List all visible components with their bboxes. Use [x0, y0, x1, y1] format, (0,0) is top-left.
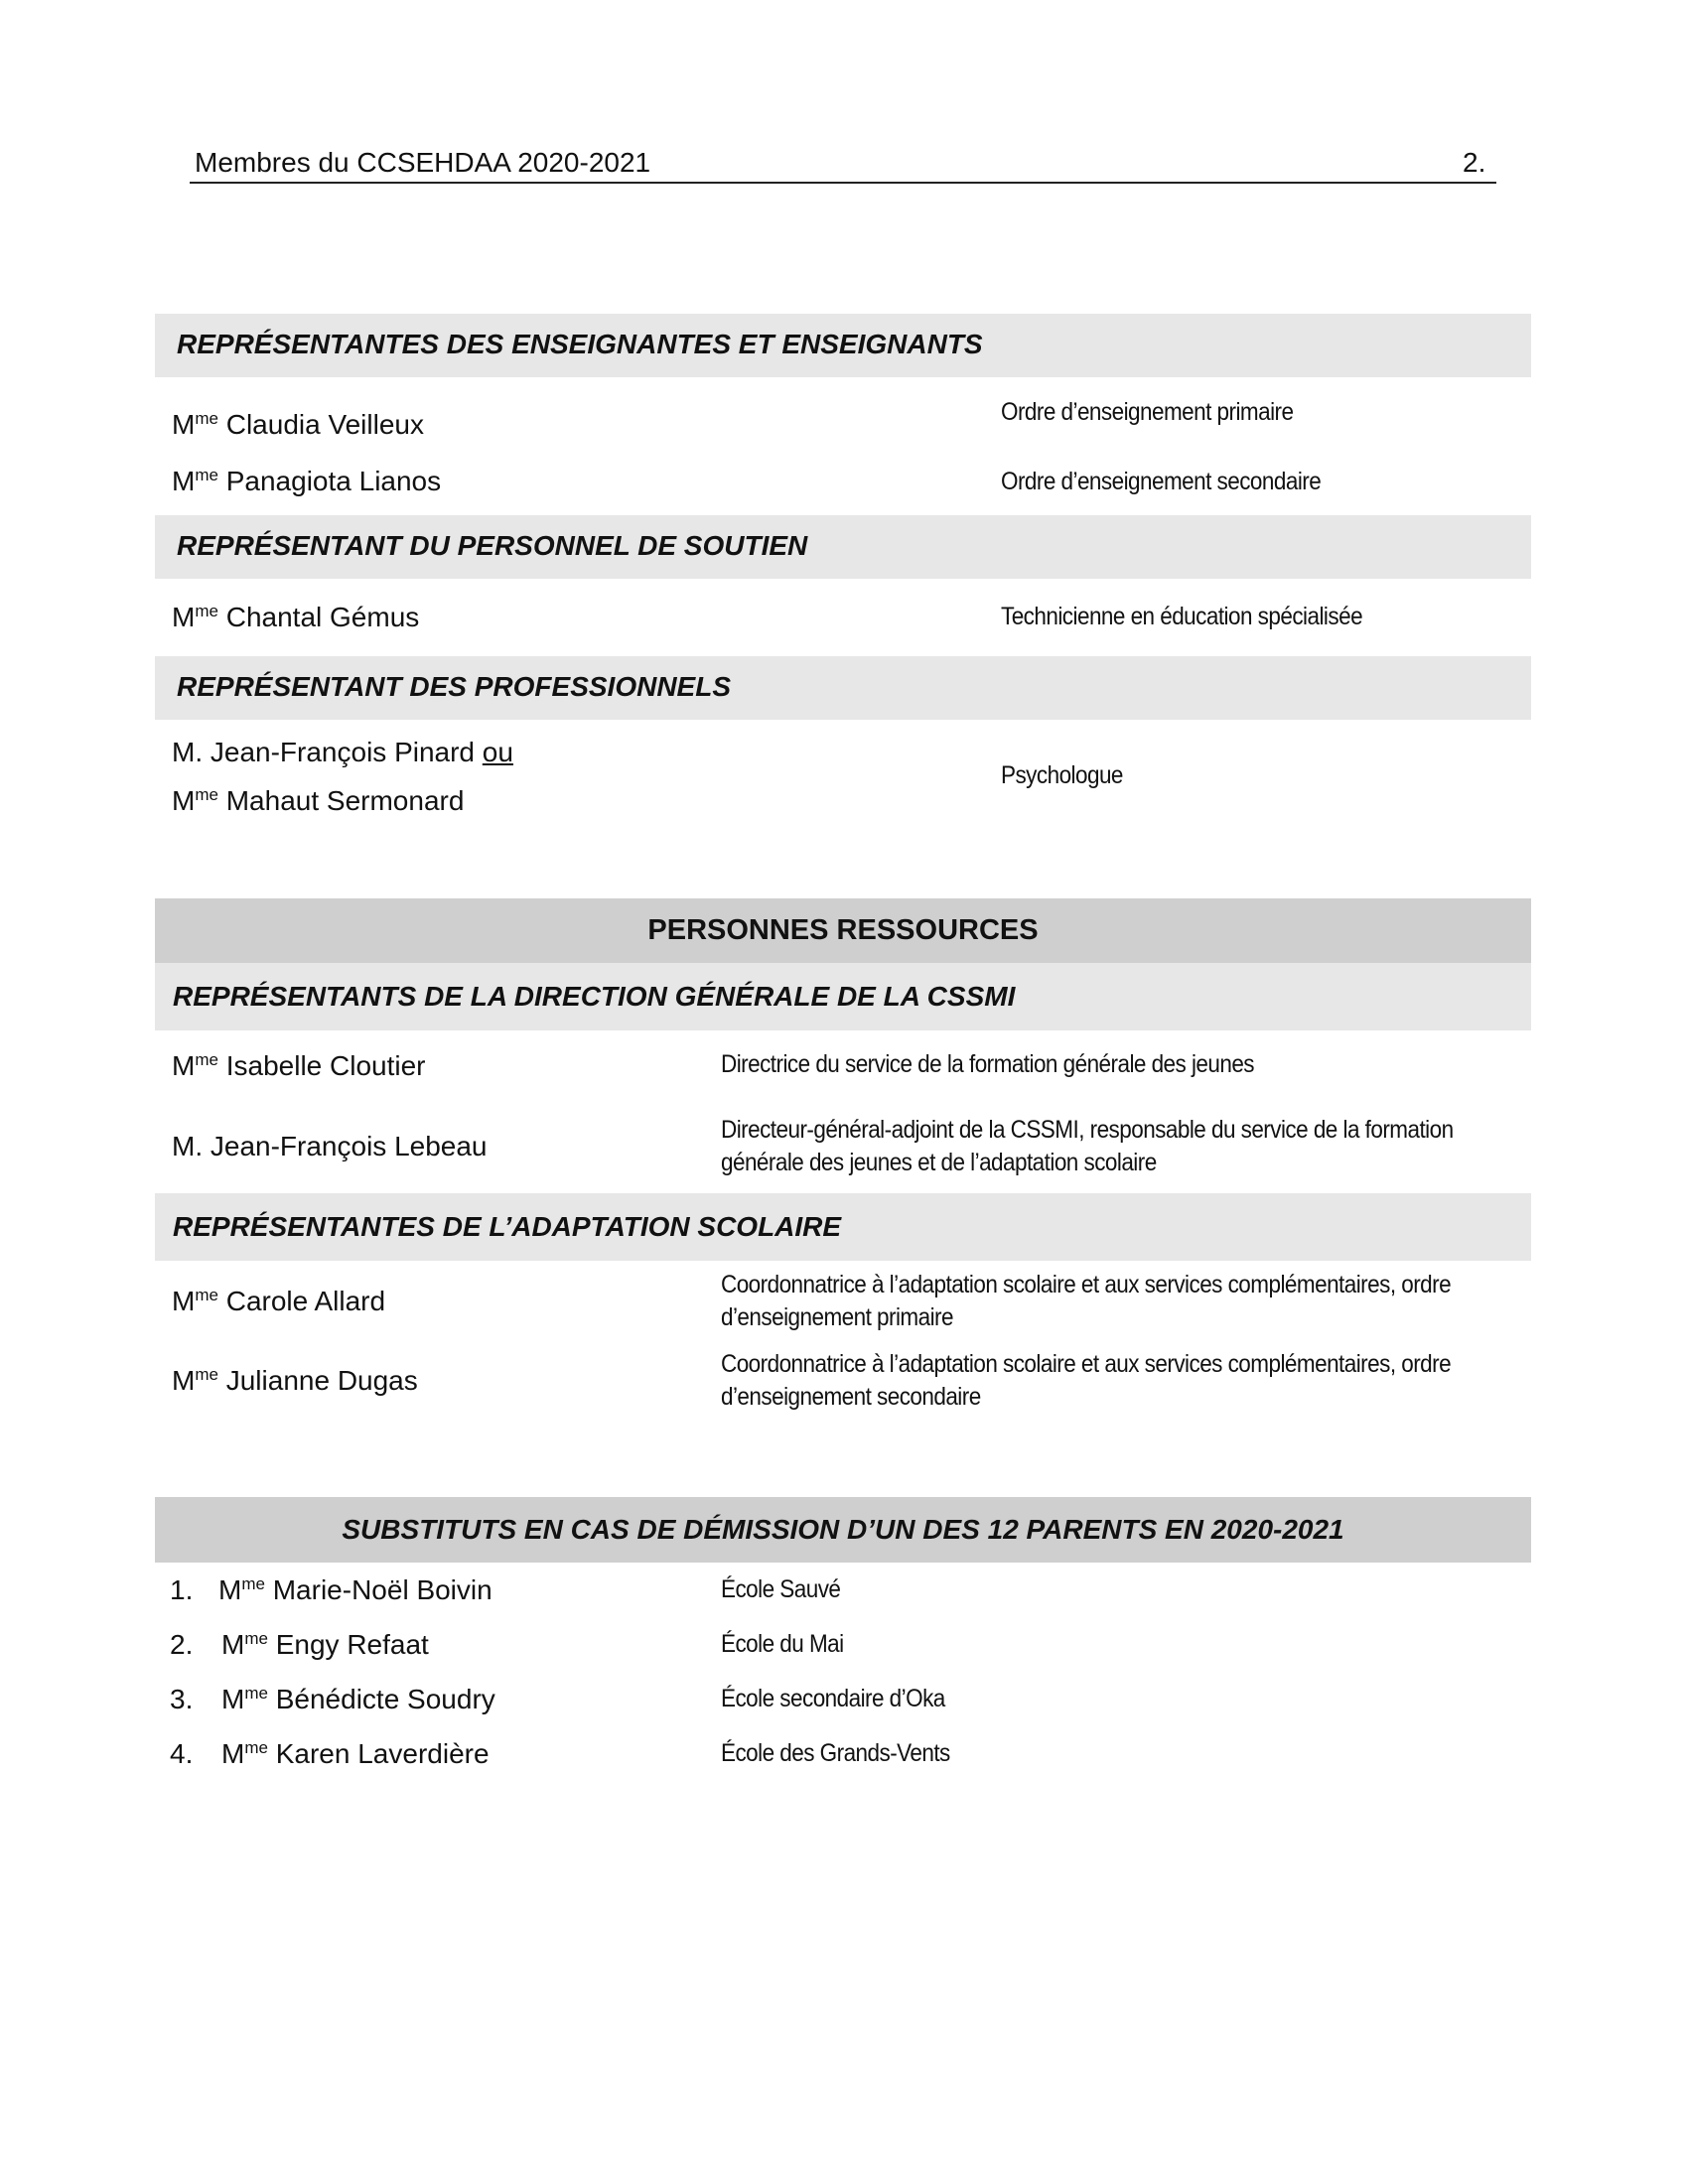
member-name: $M^{me}$ Panagiota Lianos [172, 466, 442, 496]
member-role-line: Coordonnatrice à l’adaptation scolaire et aux services complémentaires, ordre [721, 1350, 1452, 1378]
member-role: Ordre d’enseignement primaire [1001, 398, 1294, 426]
substitute-school: École des Grands-Vents [721, 1739, 950, 1767]
substitute-name: $M^{me}$ Karen Laverdière [221, 1738, 490, 1769]
substitute-school: École secondaire d’Oka [721, 1685, 945, 1712]
member-role: Psychologue [1001, 761, 1123, 789]
section-header-resources [155, 898, 1531, 963]
document-title: Membres du CCSEHDAA 2020-2021 [195, 147, 651, 178]
member-role-line: d’enseignement secondaire [721, 1383, 981, 1411]
section-header-teachers [155, 314, 1531, 377]
section-heading: REPRÉSENTANTS DE LA DIRECTION GÉNÉRALE DE LA CSSMI [173, 981, 1016, 1012]
substitute-name: $M^{me}$ Engy Refaat [221, 1629, 429, 1660]
member-role-line: d’enseignement primaire [721, 1303, 953, 1331]
member-role: Directrice du service de la formation générale des jeunes [721, 1050, 1255, 1078]
page-number: 2. [1463, 147, 1486, 178]
member-name: M. Jean-François Lebeau [172, 1131, 488, 1161]
substitute-name: $M^{me}$ Marie-Noël Boivin [218, 1574, 492, 1605]
section-heading: REPRÉSENTANTES DE L’ADAPTATION SCOLAIRE [173, 1211, 842, 1242]
member-name: $M^{me}$ Chantal Gémus [172, 602, 420, 632]
member-name: $M^{me}$ Julianne Dugas [172, 1365, 418, 1396]
member-name: $M^{me}$ Mahaut Sermonard [172, 785, 465, 816]
list-number: 1. [170, 1574, 194, 1605]
member-role-line: générale des jeunes et de l’adaptation scolaire [721, 1149, 1157, 1176]
substitute-name: $M^{me}$ Bénédicte Soudry [221, 1684, 495, 1714]
section-header-support [155, 515, 1531, 579]
list-number: 4. [170, 1738, 194, 1769]
member-name: M. Jean-François Pinard ou [172, 737, 513, 767]
member-name: $M^{me}$ Isabelle Cloutier [172, 1050, 426, 1081]
header-rule [190, 182, 1496, 184]
list-number: 3. [170, 1684, 194, 1714]
substitute-school: École Sauvé [721, 1575, 841, 1603]
section-heading: REPRÉSENTANT DES PROFESSIONNELS [177, 671, 732, 702]
member-name: $M^{me}$ Carole Allard [172, 1286, 386, 1316]
section-header-substitutes [155, 1497, 1531, 1563]
member-role-line: Coordonnatrice à l’adaptation scolaire et aux services complémentaires, ordre [721, 1271, 1452, 1298]
subsection-header-direction [155, 963, 1531, 1030]
section-header-professionals [155, 656, 1531, 720]
section-heading: REPRÉSENTANT DU PERSONNEL DE SOUTIEN [177, 530, 808, 561]
substitute-school: École du Mai [721, 1630, 844, 1658]
member-role: Ordre d’enseignement secondaire [1001, 468, 1322, 495]
section-heading: REPRÉSENTANTES DES ENSEIGNANTES ET ENSEIGNANTS [177, 329, 983, 359]
section-heading: SUBSTITUTS EN CAS DE DÉMISSION D’UN DES 12 PARENTS EN 2020-2021 [342, 1514, 1344, 1545]
member-role: Technicienne en éducation spécialisée [1001, 603, 1363, 630]
or-connector: ou [482, 737, 513, 767]
section-title: PERSONNES RESSOURCES [647, 914, 1039, 946]
member-name: $M^{me}$ Claudia Veilleux [172, 409, 424, 440]
subsection-header-adaptation [155, 1193, 1531, 1261]
list-number: 2. [170, 1629, 194, 1660]
member-role-line: Directeur-général-adjoint de la CSSMI, responsable du service de la formation [721, 1116, 1454, 1144]
